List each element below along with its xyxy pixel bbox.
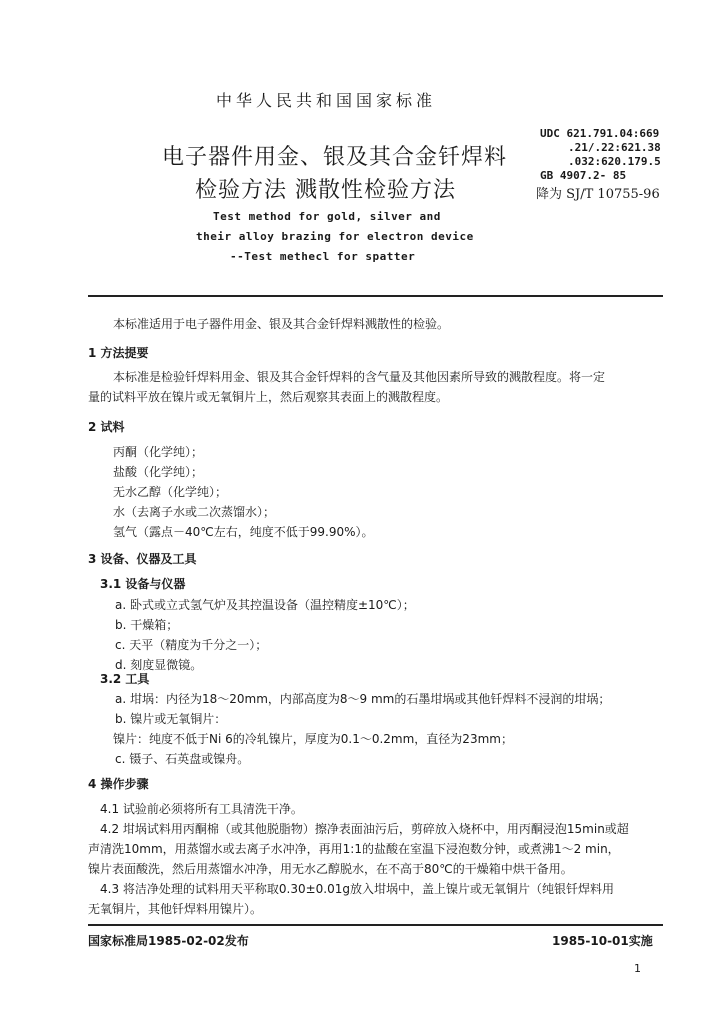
issued-date: 国家标准局1985-02-02发布 — [88, 934, 249, 948]
equipment-item-c: c. 天平（精度为千分之一）； — [115, 638, 268, 652]
english-title-line1: Test method for gold, silver and — [213, 210, 441, 223]
tool-item-b-detail: 镍片：纯度不低于Ni 6的冷轧镍片，厚度为0.1～0.2mm，直径为23mm； — [113, 732, 513, 746]
downgrade-note: 降为 SJ/T 10755-96 — [536, 187, 660, 202]
tool-item-a: a. 坩埚：内径为18～20mm，内部高度为8～9 mm的石墨坩埚或其他钎焊料不浸润的坩埚； — [115, 692, 611, 706]
step-4-2-line3: 镍片表面酸洗，然后用蒸馏水冲净，用无水乙醇脱水，在不高于80℃的干燥箱中烘干备用。 — [88, 862, 573, 876]
section-1-text-line2: 量的试料平放在镍片或无氧铜片上，然后观察其表面上的溅散程度。 — [88, 390, 449, 404]
reagent-item: 盐酸（化学纯）； — [113, 465, 204, 479]
equipment-item-b: b. 干燥箱； — [115, 618, 179, 632]
section-3-2-heading: 3.2 工具 — [100, 672, 150, 686]
section-4-heading: 4 操作步骤 — [88, 777, 149, 791]
footer-rule — [88, 924, 663, 926]
section-1-text-line1: 本标准是检验钎焊料用金、银及其合金钎焊料的含气量及其他因素所导致的溅散程度。将一定 — [113, 370, 606, 384]
standard-org-heading: 中华人民共和国国家标准 — [216, 91, 437, 110]
step-4-1: 4.1 试验前必须将所有工具清洗干净。 — [100, 802, 303, 816]
equipment-item-d: d. 刻度显微镜。 — [115, 658, 203, 672]
reagent-item: 氢气（露点－40℃左右，纯度不低于99.90%）。 — [113, 525, 374, 539]
reagent-item: 水（去离子水或二次蒸馏水）； — [113, 505, 276, 519]
step-4-2-line1: 4.2 坩埚试料用丙酮棉（或其他脱脂物）擦净表面油污后，剪碎放入烧杯中，用丙酮浸泡15min或超 — [100, 822, 629, 836]
step-4-2-line2: 声清洗10mm，用蒸馏水或去离子水冲净，再用1:1的盐酸在室温下浸泡数分钟，或煮沸1～2 min， — [88, 842, 620, 856]
udc-code-line2: .21/.22:621.38 — [568, 141, 661, 154]
step-4-3-line2: 无氧铜片，其他钎焊料用镍片）。 — [88, 902, 263, 916]
reagent-item: 无水乙醇（化学纯）； — [113, 485, 228, 499]
section-3-1-heading: 3.1 设备与仪器 — [100, 577, 186, 591]
gb-number: GB 4907.2- 85 — [540, 169, 627, 182]
document-title-line2: 检验方法 溅散性检验方法 — [195, 178, 456, 203]
udc-code-line1: UDC 621.791.04:669 — [540, 127, 660, 140]
udc-code-line3: .032:620.179.5 — [568, 155, 661, 168]
english-title-line2: their alloy brazing for electron device — [196, 230, 474, 243]
header-rule — [88, 295, 663, 297]
section-2-heading: 2 试料 — [88, 420, 125, 434]
intro-paragraph: 本标准适用于电子器件用金、银及其合金钎焊料溅散性的检验。 — [113, 317, 450, 331]
reagent-item: 丙酮（化学纯）； — [113, 445, 204, 459]
tool-item-c: c. 镊子、石英盘或镍舟。 — [115, 752, 250, 766]
tool-item-b: b. 镍片或无氧铜片： — [115, 712, 227, 726]
document-title-line1: 电子器件用金、银及其合金钎焊料 — [162, 145, 508, 170]
step-4-3-line1: 4.3 将洁净处理的试料用天平称取0.30±0.01g放入坩埚中，盖上镍片或无氧铜片（纯银钎焊料用 — [100, 882, 615, 896]
page-number: 1 — [634, 962, 641, 975]
section-1-heading: 1 方法提要 — [88, 346, 149, 360]
section-3-heading: 3 设备、仪器及工具 — [88, 552, 197, 566]
english-title-line3: --Test methecl for spatter — [230, 250, 416, 263]
effective-date: 1985-10-01实施 — [552, 934, 653, 948]
equipment-item-a: a. 卧式或立式氢气炉及其控温设备（温控精度±10℃）； — [115, 598, 415, 612]
